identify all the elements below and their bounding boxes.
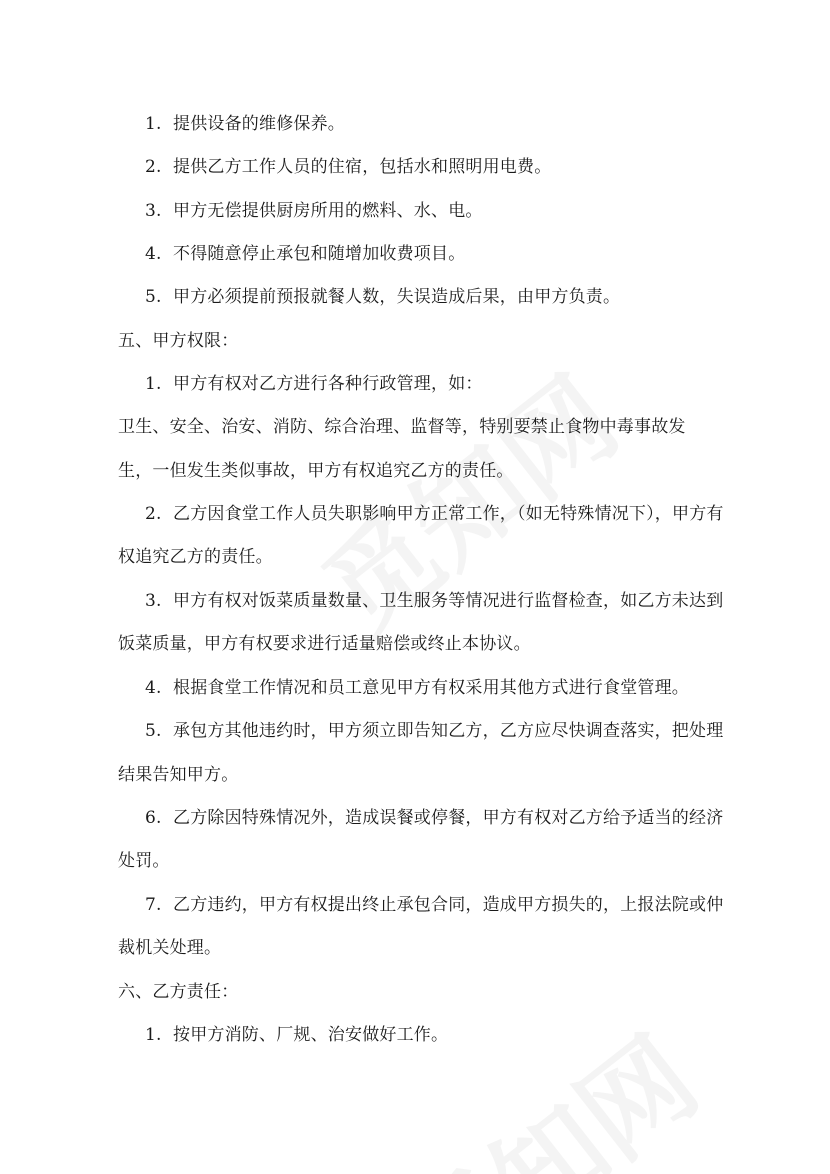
- item-number: 1.: [145, 374, 162, 394]
- item-text: 甲方无偿提供厨房所用的燃料、水、电。: [173, 201, 483, 221]
- item-number: 2.: [145, 157, 162, 177]
- list-item: [145, 677, 689, 699]
- list-item: [145, 1024, 448, 1046]
- item-number: 6.: [145, 808, 162, 828]
- item-text: 按甲方消防、厂规、治安做好工作。: [173, 1025, 449, 1045]
- paragraph-line: 生，一但发生类似事故，甲方有权追究乙方的责任。: [118, 461, 514, 481]
- item-text: 甲方有权对乙方进行各种行政管理，如：: [173, 374, 483, 394]
- watermark: [366, 995, 724, 1174]
- list-item: [145, 807, 723, 829]
- list-item: [145, 113, 345, 135]
- paragraph-line: 结果告知甲方。: [118, 765, 239, 785]
- item-number: 3.: [145, 591, 162, 611]
- section-heading: 五、甲方权限：: [118, 331, 239, 351]
- item-number: 4.: [145, 678, 162, 698]
- item-number: 1.: [145, 1025, 162, 1045]
- item-text: 根据食堂工作情况和员工意见甲方有权采用其他方式进行食堂管理。: [173, 678, 689, 698]
- item-text: 甲方必须提前预报就餐人数，失误造成后果，由甲方负责。: [173, 287, 621, 307]
- item-number: 3.: [145, 201, 162, 221]
- paragraph-line: 卫生、安全、治安、消防、综合治理、监督等，特别要禁止食物中毒事故发: [118, 417, 686, 437]
- list-item: [145, 200, 483, 222]
- item-number: 2.: [145, 504, 162, 524]
- item-number: 5.: [145, 287, 162, 307]
- list-item: [145, 373, 483, 395]
- list-item: [145, 243, 465, 265]
- section-heading: 六、乙方责任：: [118, 982, 239, 1002]
- item-number: 7.: [145, 895, 162, 915]
- item-number: 1.: [145, 114, 162, 134]
- item-number: 5.: [145, 721, 162, 741]
- paragraph-line: 饭菜质量，甲方有权要求进行适量赔偿或终止本协议。: [118, 634, 531, 654]
- paragraph-line: 权追究乙方的责任。: [118, 547, 273, 567]
- item-text: 承包方其他违约时，甲方须立即告知乙方，乙方应尽快调查落实，把处理: [173, 721, 724, 741]
- item-number: 4.: [145, 244, 162, 264]
- item-text: 提供乙方工作人员的住宿，包括水和照明用电费。: [173, 157, 552, 177]
- item-text: 甲方有权对饭菜质量数量、卫生服务等情况进行监督检查，如乙方未达到: [173, 591, 724, 611]
- item-text: 乙方除因特殊情况外，造成误餐或停餐，甲方有权对乙方给予适当的经济: [173, 808, 724, 828]
- item-text: 不得随意停止承包和随增加收费项目。: [173, 244, 466, 264]
- list-item: [145, 720, 723, 742]
- list-item: [145, 286, 620, 308]
- list-item: [145, 156, 551, 178]
- item-text: 乙方因食堂工作人员失职影响甲方正常工作，（如无特殊情况下），甲方有: [173, 504, 724, 524]
- list-item: [145, 894, 723, 916]
- item-text: 提供设备的维修保养。: [173, 114, 345, 134]
- paragraph-line: 裁机关处理。: [118, 938, 222, 958]
- list-item: [145, 503, 724, 525]
- paragraph-line: 处罚。: [118, 851, 170, 871]
- list-item: [145, 590, 723, 612]
- item-text: 乙方违约，甲方有权提出终止承包合同，造成甲方损失的，上报法院或仲: [173, 895, 724, 915]
